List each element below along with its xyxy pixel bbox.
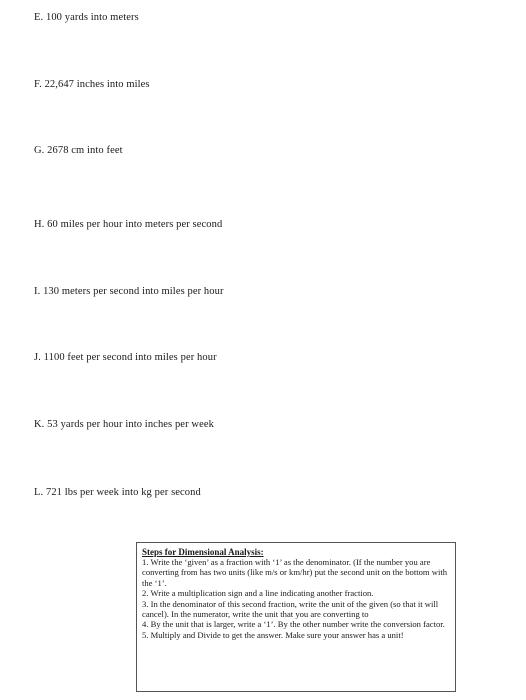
problem-text: 22,647 inches into miles: [44, 79, 150, 90]
problem-text: 60 miles per hour into meters per second: [47, 219, 223, 230]
problem-item: [34, 12, 139, 23]
step-item: 2. Write a multiplication sign and a line indicating another fraction.: [142, 588, 374, 599]
problem-text: 53 yards per hour into inches per week: [47, 419, 214, 430]
problem-letter: J.: [34, 352, 41, 363]
problem-letter: I.: [34, 286, 41, 297]
problem-letter: K.: [34, 419, 45, 430]
problem-item: [34, 79, 150, 90]
problem-text: 100 yards into meters: [45, 12, 139, 23]
problem-letter: H.: [34, 219, 45, 230]
steps-title: Steps for Dimensional Analysis:: [142, 547, 264, 557]
problem-text: 1100 feet per second into miles per hour: [43, 352, 217, 363]
step-item: 3. In the denominator of this second fraction, write the unit of the given (so that it will cancel). In the numerator, write the unit that you are converting to: [142, 598, 439, 620]
step-item: 4. By the unit that is larger, write a ‘1’. By the other number write the conversion factor.: [142, 619, 445, 630]
problem-letter: F.: [34, 79, 42, 90]
problem-letter: L.: [34, 487, 44, 498]
problem-item: [34, 286, 224, 297]
problem-text: 2678 cm into feet: [47, 145, 123, 156]
step-item: 1. Write the ‘given’ as a fraction with ‘1’ as the denominator. (If the number you are converting from has two units (like m/s or km/hr) put the second unit on the bottom with the ‘1’.: [142, 557, 448, 588]
dimensional-analysis-steps-box: [136, 542, 456, 692]
problem-item: [34, 487, 201, 498]
problem-letter: E.: [34, 12, 44, 23]
problem-item: [34, 145, 123, 156]
step-item: 5. Multiply and Divide to get the answer. Make sure your answer has a unit!: [142, 629, 404, 640]
problem-text: 721 lbs per week into kg per second: [45, 487, 201, 498]
problem-item: [34, 219, 222, 230]
problem-letter: G.: [34, 145, 45, 156]
problem-text: 130 meters per second into miles per hour: [43, 286, 224, 297]
problem-item: [34, 419, 214, 430]
problem-item: [34, 352, 217, 363]
